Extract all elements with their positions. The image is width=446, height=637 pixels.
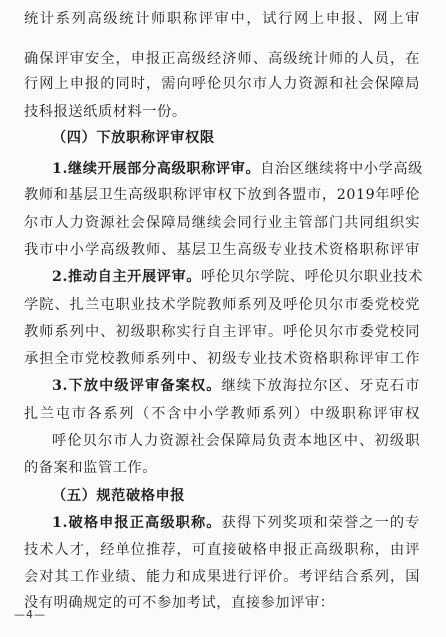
item-text: 继续下放海拉尔区、牙克石市 bbox=[221, 378, 420, 394]
page-number: —4— bbox=[14, 608, 46, 621]
text-line: 统计系列高级统计师职称评审中，试行网上申报、网上审 bbox=[24, 11, 420, 27]
item-text: 自治区继续将中小学高级 bbox=[260, 161, 423, 177]
text-line: 技术人才，经单位推荐，可直接破格申报正高级职称，由评 bbox=[24, 542, 420, 558]
text-line: 学院、扎兰屯职业技术学院教师系列及呼伦贝尔市委党校党 bbox=[24, 297, 420, 313]
text-line bbox=[52, 160, 423, 178]
text-line: 承担全市党校教师系列中、初级专业技术资格职称评审工作 bbox=[24, 351, 420, 367]
text-line: 的备案和监管工作。 bbox=[24, 460, 158, 476]
section-heading: （五）规范破格申报 bbox=[52, 488, 186, 504]
text-line: 教师和基层卫生高级职称评审权下放到各盟市，2019年呼伦 bbox=[24, 187, 420, 203]
text-line: 确保评审安全，申报正高级经济师、高级统计师的人员，在 bbox=[24, 51, 420, 67]
text-line bbox=[52, 514, 420, 532]
item-text: 呼伦贝尔学院、呼伦贝尔职业技术 bbox=[201, 269, 423, 285]
text-line: 技科报送纸质材料一份。 bbox=[24, 104, 187, 120]
text-line bbox=[52, 377, 420, 395]
item-lead: 1.破格申报正高级职称。 bbox=[52, 515, 222, 531]
text-line: 尔市人力资源社会保障局继续会同行业主管部门共同组织实 bbox=[24, 215, 420, 231]
section-heading: （四）下放职称评审权限 bbox=[52, 130, 215, 146]
text-line: 没有明确规定的可不参加考试，直接参加评审： bbox=[24, 595, 335, 611]
text-line bbox=[52, 268, 423, 286]
item-lead: 3.下放中级评审备案权。 bbox=[52, 378, 222, 394]
item-lead: 2.推动自主开展评审。 bbox=[52, 269, 202, 285]
item-lead: 1.继续开展部分高级职称评审。 bbox=[52, 161, 261, 177]
text-line: 我市中小学高级教师、基层卫生高级专业技术资格职称评审 bbox=[24, 242, 420, 258]
text-line: 扎兰屯市各系列（不含中小学教师系列）中级职称评审权 bbox=[24, 406, 420, 422]
text-line: 行网上申报的同时，需向呼伦贝尔市人力资源和社会保障局 bbox=[24, 76, 420, 92]
text-line: 会对其工作业绩、能力和成果进行评价。考评结合系列，国 bbox=[24, 569, 420, 585]
item-text: 获得下列奖项和荣誉之一的专 bbox=[221, 515, 420, 531]
text-line: 教师系列中、初级职称实行自主评审。呼伦贝尔市委党校同 bbox=[24, 324, 420, 340]
text-line: 呼伦贝尔市人力资源社会保障局负责本地区中、初级职 bbox=[52, 433, 420, 449]
